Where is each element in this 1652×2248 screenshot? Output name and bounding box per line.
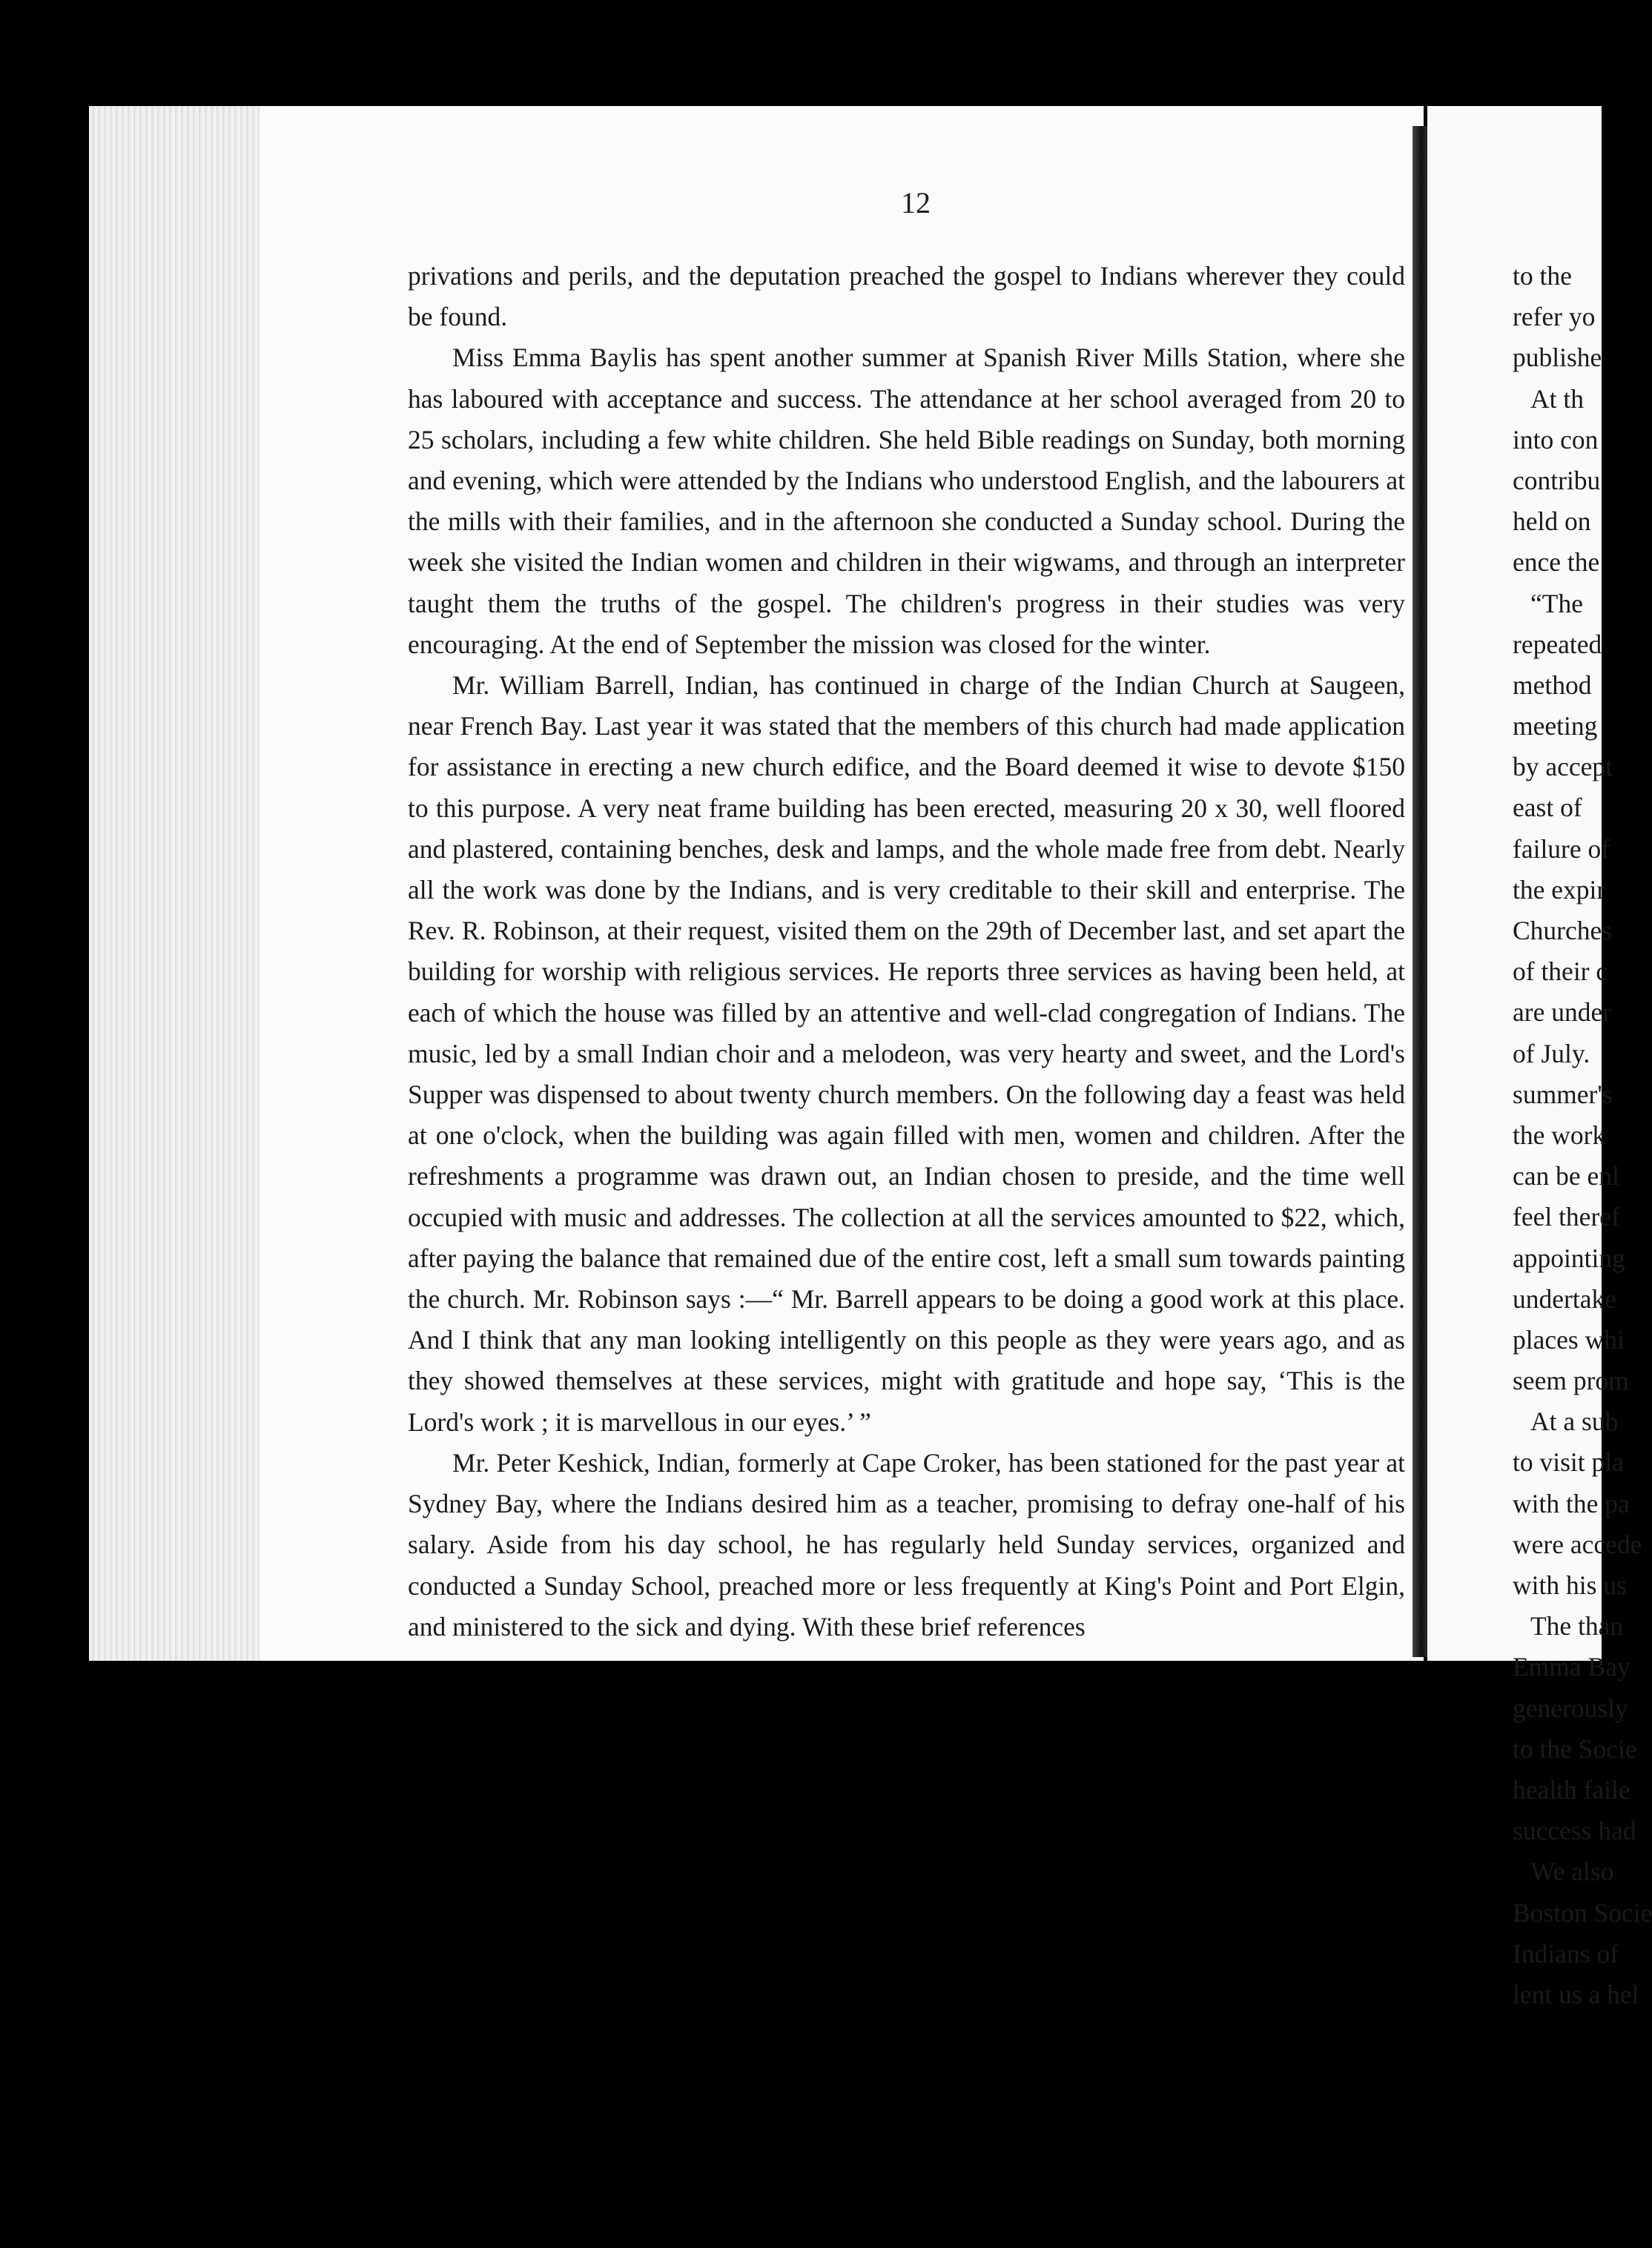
text-line: Emma Bay bbox=[1513, 1652, 1630, 1682]
text-line: places whi bbox=[1513, 1324, 1625, 1355]
text-line: to the Socie bbox=[1513, 1733, 1637, 1764]
text-line: publishe bbox=[1513, 343, 1602, 373]
text-line: the work bbox=[1513, 1120, 1606, 1150]
right-page-text bbox=[1513, 256, 1652, 2015]
text-line: east of bbox=[1513, 793, 1582, 823]
text-line: Boston Socie bbox=[1513, 1897, 1652, 1928]
text-line: are under bbox=[1513, 997, 1612, 1028]
text-line: At a sub bbox=[1530, 1406, 1619, 1437]
text-line: contribu bbox=[1513, 465, 1601, 495]
page-number: 12 bbox=[901, 186, 931, 219]
scan-background bbox=[0, 1661, 1652, 2248]
text-line: were accede bbox=[1513, 1529, 1642, 1559]
book-gutter bbox=[1413, 126, 1429, 1657]
text-line: generously bbox=[1513, 1693, 1628, 1723]
text-line: the expir bbox=[1513, 874, 1606, 905]
text-line: At th bbox=[1530, 383, 1584, 414]
text-line: with his us bbox=[1513, 1570, 1627, 1600]
text-line: undertake bbox=[1513, 1283, 1616, 1314]
text-line: into con bbox=[1513, 424, 1599, 454]
text-line: of July. bbox=[1513, 1038, 1590, 1068]
text-line: summer's bbox=[1513, 1079, 1613, 1109]
page-edges bbox=[89, 106, 260, 1661]
text-line: health faile bbox=[1513, 1774, 1630, 1805]
text-line: to visit pla bbox=[1513, 1447, 1624, 1478]
text-line: repeated bbox=[1513, 629, 1602, 659]
text-line: failure of bbox=[1513, 833, 1610, 864]
text-line: We also bbox=[1530, 1857, 1614, 1887]
text-line: lent us a hel bbox=[1513, 1979, 1639, 2009]
text-line: held on bbox=[1513, 506, 1591, 537]
text-line: Churches bbox=[1513, 916, 1613, 945]
text-line: of their c bbox=[1513, 956, 1608, 987]
text-line: ence the bbox=[1513, 547, 1600, 578]
text-line: appointing bbox=[1513, 1243, 1625, 1273]
paragraph: Mr. Peter Keshick, Indian, formerly at Cape Croker, has been stationed for the past year at Sydney Bay, where the Indians desired him as a teacher, promising to defray one-half of his salary. Aside from his day school, he has regularly held Sunday services, organized and conducted a Sunday School, preached more or less frequently at King's Point and Port Elgin, and ministered to the sick and dying. With these brief references bbox=[408, 1447, 1405, 1642]
paragraph: Mr. William Barrell, Indian, has continued in charge of the Indian Church at Saugeen, near French Bay. Last year it was stated that the members of this church had made application for assistance in erecting a new church edifice, and the Board deemed it wise to devote $150 to this purpose. A very neat frame building has been erected, measuring 20 x 30, well floored and plastered, containing benches, desk and lamps, and the whole made free from debt. Nearly all the work was done by the Indians, and is very creditable to their skill and enterprise. The Rev. R. Robinson, at their request, visited them on the 29th of December last, and set apart the building for worship with religious services. He reports three services as having been held, at each of which the house was filled by an attentive and well-clad congregation of Indians. The music, led by a small Indian choir and a melodeon, was very hearty and sweet, and the Lord's Supper was dispensed to about twenty church members. On the following day a feast was held at one o'clock, when the building was again filled with men, women and children. After the refreshments a programme was drawn out, an Indian chosen to preside, and the time well occupied with music and addresses. The collection at all the services amounted to $22, which, after paying the balance that remained due of the entire cost, left a small sum towards painting the church. Mr. Robinson says :—“ Mr. Barrell appears to be doing a good work at this place. And I think that any man looking intelligently on this people as they were years ago, and as they showed themselves at these services, might with gratitude and hope say, ‘This is the Lord's work ; it is marvellous in our eyes.’ ” bbox=[408, 670, 1405, 1437]
text-line: meeting bbox=[1513, 711, 1598, 741]
text-line: by accept bbox=[1513, 752, 1613, 782]
body-text bbox=[408, 256, 1405, 1647]
text-line: Indians of bbox=[1513, 1938, 1619, 1968]
text-line: method bbox=[1513, 670, 1592, 700]
paragraph: Miss Emma Baylis has spent another summer at Spanish River Mills Station, where she has laboured with acceptance and success. The attendance at her school averaged from 20 to 25 scholars, including a few white children. She held Bible readings on Sunday, both morning and evening, which were attended by the Indians who understood English, and the labourers at the mills with their families, and in the afternoon she conducted a Sunday school. During the week she visited the Indian women and children in their wigwams, and through an interpreter taught them the truths of the gospel. The children's progress in their studies was very encouraging. At the end of September the mission was closed for the winter. bbox=[408, 343, 1405, 659]
text-line: can be enl bbox=[1513, 1161, 1619, 1191]
paragraph: privations and perils, and the deputation preached the gospel to Indians wherever they could be found. bbox=[408, 261, 1405, 332]
text-line: to the bbox=[1513, 261, 1572, 291]
text-line: “The bbox=[1530, 588, 1583, 618]
text-line: seem prom bbox=[1513, 1366, 1629, 1396]
text-line: feel theref bbox=[1513, 1202, 1620, 1232]
text-line: refer yo bbox=[1513, 302, 1596, 332]
text-line: with the pa bbox=[1513, 1488, 1630, 1518]
text-line: success had bbox=[1513, 1816, 1636, 1846]
text-line: The than bbox=[1530, 1611, 1624, 1642]
